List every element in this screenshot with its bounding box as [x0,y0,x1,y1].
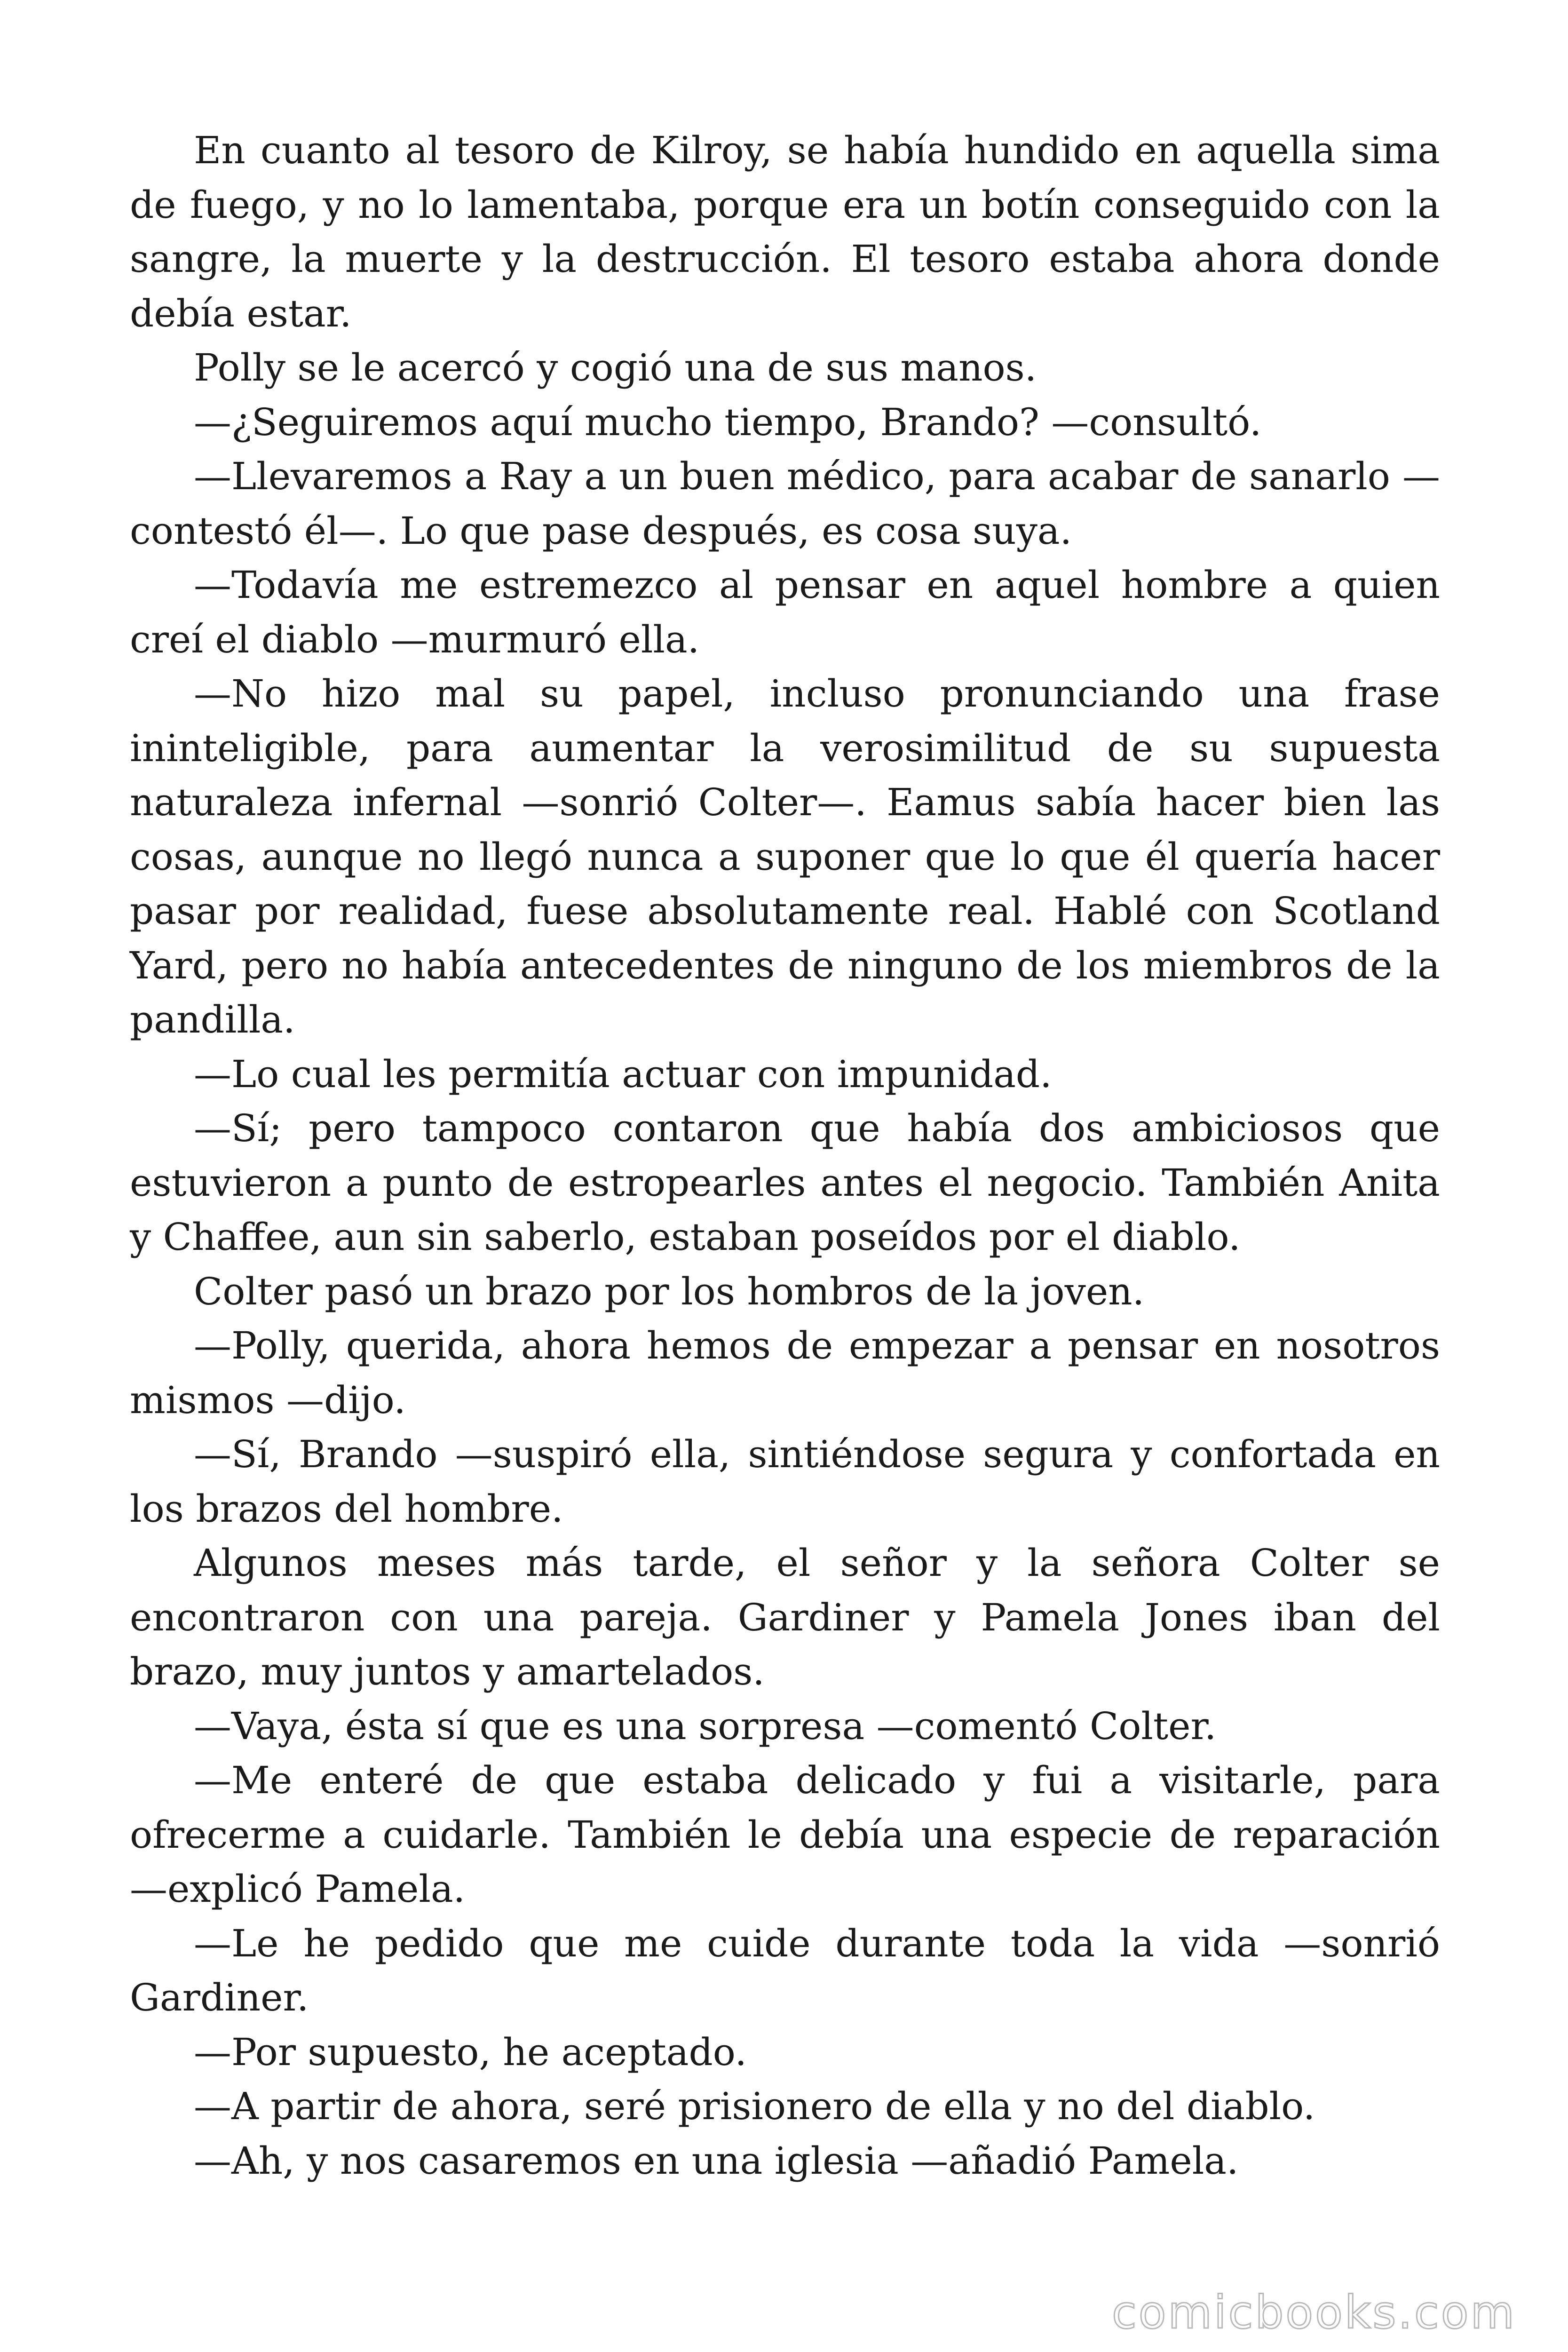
paragraph: —Sí, Brando —suspiró ella, sintiéndose segura y confortada en los brazos del hombre. [130,1432,1440,1531]
paragraph: —Le he pedido que me cuide durante toda la vida —sonrió Gardiner. [130,1921,1440,2019]
paragraph: —Sí; pero tampoco contaron que había dos ambiciosos que estuvieron a punto de estropearles antes el negocio. También Anita y Chaffee, aun sin saberlo, estaban poseídos por el diablo. [130,1106,1440,1259]
paragraph: Algunos meses más tarde, el señor y la señora Colter se encontraron con una pareja. Gardiner y Pamela Jones iban del brazo, muy juntos y amartelados. [130,1541,1440,1693]
paragraph: —Me enteré de que estaba delicado y fui a visitarle, para ofrecerme a cuidarle. También le debía una especie de reparación —explicó Pamela. [130,1758,1440,1911]
paragraph: —No hizo mal su papel, incluso pronunciando una frase ininteligible, para aumentar la verosimilitud de su supuesta naturaleza infernal —sonrió Colter—. Eamus sabía hacer bien las cosas, aunque no llegó nunca a suponer que lo que él quería hacer pasar por realidad, fuese absolutamente real. Hablé con Scotland Yard, pero no había antecedentes de ninguno de los miembros de la pandilla. [130,672,1440,1041]
paragraph: Polly se le acercó y cogió una de sus manos. [194,346,1037,389]
paragraph: —Vaya, ésta sí que es una sorpresa —comentó Colter. [194,1704,1217,1748]
page-body-text [130,123,1440,2188]
paragraph: —Todavía me estremezco al pensar en aquel hombre a quien creí el diablo —murmuró ella. [130,563,1440,661]
paragraph: —A partir de ahora, seré prisionero de ella y no del diablo. [194,2084,1315,2128]
paragraph: Colter pasó un brazo por los hombros de la joven. [194,1269,1145,1313]
paragraph: —Por supuesto, he aceptado. [194,2030,747,2074]
paragraph: —Ah, y nos casaremos en una iglesia —añadió Pamela. [194,2138,1239,2183]
paragraph: —Llevaremos a Ray a un buen médico, para acabar de sanarlo —contestó él—. Lo que pase después, es cosa suya. [130,454,1440,553]
paragraph: En cuanto al tesoro de Kilroy, se había hundido en aquella sima de fuego, y no lo lamentaba, porque era un botín conseguido con la sangre, la muerte y la destrucción. El tesoro estaba ahora donde debía estar. [130,128,1440,335]
paragraph: —¿Seguiremos aquí mucho tiempo, Brando? —consultó. [194,400,1262,444]
watermark-text: comicbooks.com [1111,2286,1516,2339]
paragraph: —Lo cual les permitía actuar con impunidad. [194,1052,1052,1096]
paragraph: —Polly, querida, ahora hemos de empezar a pensar en nosotros mismos —dijo. [130,1324,1440,1422]
